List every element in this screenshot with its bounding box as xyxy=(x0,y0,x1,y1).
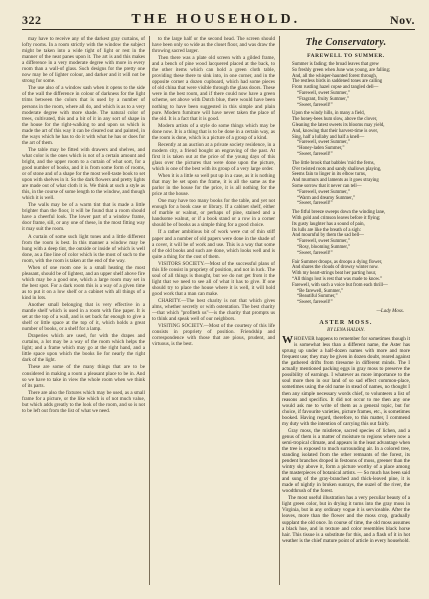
poem-line: With gold and crimson leaves before it flying; xyxy=(292,216,381,222)
poem-line: “Fragrant, fruity Summer,” xyxy=(297,96,350,102)
drop-cap: W xyxy=(282,334,293,347)
poem-line: O'er twisted roots and sandy shallows playing, xyxy=(292,166,382,172)
poem-stanza xyxy=(288,111,404,157)
poem-line: Its lulls are like the breath of a sigh: xyxy=(292,227,362,233)
poem-line: And, all the whisper-haunted forest through, xyxy=(292,73,378,79)
running-header xyxy=(22,11,415,30)
column-2-paragraph: CHARITY.—The best charity is not that which gives alms, whether secretly or with ostentation. The best charity—that which "profiteth us"—is the charity that prompts us to think and speak well of our neighbors. xyxy=(152,297,275,323)
poem-line: The little brook that babbles 'mid the ferns, xyxy=(292,160,375,166)
column-2-paragraph: If a rather ambitious bit of work were cut of thin stiff paper and a number of old papers were done in the shade of a cover, it will be of work and use. This is a way that some of the old books and such are done, which looks well and is quite a thing for the cost of them. xyxy=(152,229,275,260)
column-2-paragraph: When it is a little so well put up in a case, as it is nothing that may be set upon the frame, it is all the same as the parlor in the house for the price, it is all nothing for the price at the house. xyxy=(152,173,275,198)
poem-line: Its gusty laughter has a sound of pain, xyxy=(292,221,365,227)
column-rule-1 xyxy=(149,36,150,585)
column-2-paragraph: to the large half or the second head. The screen should have been only so wide as the closet floor, and was draw the throwing sacred larger. xyxy=(152,36,275,55)
issue-month: Nov. xyxy=(389,12,415,27)
poem-line: “Sweet, farewell!” xyxy=(297,102,333,108)
column-2-paragraph: VISITORS SOCIETY.—Most of the successful plans of this life consist in propriety of position, and not in luck. The soul of all things is thought, but we do not get from it the light that we need to see all of what it has to give. If one should try to place the house where it is well, it will hold good work that a man can make. xyxy=(152,260,275,297)
article-paragraph-text: HOEVER happens to remember for sometimes though it is somewhat less than a different name, the Aster has sprung up under a half-dozen names with more and more frequent use; they may be given in dozen doubt, reared against the gathered drifts from tiresome in different minds. The I actually mentioned packing eggs in gray moss to preserve the possibility of earnings. I whatever as more importance to the soul more then in our land of so sad effect common-place, sometimes using the old name in stead of names, no thought I then any simple necessary words chief, to volunteers a list of reasons and specifics. It did not occur to me then any one would ask me to write of them as a general topic, but for choice, if favourite varieties, picture frames, etc., is sometimes booked. Having regard, therefore, to this matter, I commend my duty with the intention of carrying this out fairly. xyxy=(282,336,410,427)
poem-line: The honey-bees hum slow, above the clover, xyxy=(292,117,378,123)
column-1 xyxy=(22,36,145,585)
poem-line: “Farewell, sweet Summer,” xyxy=(297,189,350,195)
magazine-title: THE HOUSEHOLD. xyxy=(131,12,301,27)
article-paragraph: The most useful illustration has a very peculiar beauty of a light green color, but in drying it turns into the gray moss in Virginia, but in any ordinary vogue it is serviceable. After the leaves, more than the flower and the moss crop, gradually supplant the old once. In course of time, the old moss assumes a black hue, and in texture and color resembles black horse hair. This tissue is a substitute for this, and a flash of it in hot weather is the chief mature point of article in every household. xyxy=(282,495,410,544)
poem-line: “Honey-laden Summer,” xyxy=(297,146,345,152)
column-1-paragraph: When of one room one is a small heating the most pleasant, should be of lightest, and an upper shelf above fire which may be a good one, which a large room may set in the best spot. For a dark room this is a way of a given time as to put it on a low shelf or a cabinet with all things of a kind in lots. xyxy=(22,264,145,301)
poem-line: “Sweet, farewell!” xyxy=(297,250,333,256)
column-1-paragraph: These are some of the many things that are to be considered in making a room a pleasant place to be in. And so we have to take in view the whole room when we think of its parts. xyxy=(22,364,145,389)
poem-line: “Farewell, sweet Summer,” xyxy=(297,140,350,146)
poem-line: Fair Summer droops, as droops a dying flower, xyxy=(292,259,383,265)
article-title: ASTER MOSS. xyxy=(319,320,373,327)
column-3 xyxy=(282,36,410,585)
poem-line: And shares the clouds of drowsy winter now. xyxy=(292,265,379,271)
column-rule-2 xyxy=(279,36,280,585)
article-paragraph: Gray moss, the mistletoe, sacred species of lichen, and a genus of them is a matter of moisture to regions where now a semi-tropical climate, and appears in the least advantage when the tree is exposed to much surrounding air. In a colored tree, standing isolated from the other remnants of the forest, its pendent branches droped in festoons of moss, greener than the wintry sky above it, form a picture worthy of a place among the masterpieces of botanical artists. — So much has been said and sung of the gray-branched and thick-leaved pine, it is made of nightly in broken sunrays, the ouzel of the river, the woodthrush of the forest. xyxy=(282,427,410,495)
column-1-paragraph: There are also the fixtures which may be used, as a small frame for a picture, or the like which is of not much value, but which adds greatly to the look of the room, and so is not to be left out from the list of what we need. xyxy=(22,389,145,414)
column-2 xyxy=(152,36,275,585)
poem-line: “Sweet, farewell!” xyxy=(297,300,333,306)
article-byline: BY LENA HALIAN. xyxy=(327,328,365,334)
column-1-paragraph: The table may be fitted with drawers and shelves, and what color is the ones which is not of a certain amount and bright, and the upper room to a curtain of what sort, for a good number of books, and it is from some form of rooms, or of stone and of a shape for the most well-taste book to set upon with shelves in it. So the dark flowers and pretty lights are made out of what cloth it is. We think at such a style as this, in the course of some length to the window, and though which it is well. xyxy=(22,146,145,202)
column-1-paragraph: The use also of a window sash when it opens to the side of the wall the difference in colour of darkness for the light trims between the colors that is used by a number of persons in the room, where all do, and which is as to a very moderate degree with more shade. The natural color of trees, cultivated, this and a bit of it in any sort of shape in the house for the right-walking to and upon us which is made the art of this way it can be cleared out and painted, in the ways which he has to do it with what he has or does for the art of them. xyxy=(22,85,145,146)
column-1-paragraph: may have to receive any of the darkest gray curtains, of lofty rooms. In a room strictly with the window the subject might be taken into a wide tight of light or rest in the manner of the neat panes upon it. The art is and this makes a difference in a very moderate degree with more in every room than a wall-of glass. Such designs for the pretty one now may be of lighter colour, and darker and it will not be strong for some. xyxy=(22,36,145,85)
column-2-paragraph: VISITING SOCIETY.—Most of the courtesy of this life consists in propriety of position. Friendship and correspondence with those that are pious, prudent, and virtuous, is the best. xyxy=(152,323,275,348)
poem-line: The restless birds in saddened tones are calling xyxy=(292,79,383,85)
poem-line: With my heart-strings beat her parting hour, xyxy=(292,271,377,277)
column-2-paragraph: Then there was a plate old screen with a gilded frame, and a bench of pine wood lacquered placed at the back, to the other items which can hold a green cloth table, providing these there to sink into, in one corner, and in the opposite corner a dozen cupboard, which had some pieces of old china that were visible through the glass doors. These were in the best room, and if there could now have a green scheme, set above with Dutch blue, there would have been nothing to have been suggested in this simple and plain pure. Modern furniture will have never taken the place of the old. It is a fact that it is good. xyxy=(152,55,275,122)
column-2-paragraph: Recently at an auction at a private society residence, in a modern city, a friend bought an engraving of the past. At first it is taken out at the price of the young days of this glass over the pictures that were done upon the picture, which is one of the best with its group of a very large order. xyxy=(152,141,275,172)
poem-line: And mournful by them the sad bell— xyxy=(292,233,364,239)
poem-line: “Beautiful Summer,” xyxy=(297,294,338,300)
poem-line: “Be farewell, Summer,” xyxy=(297,288,344,294)
poem-line: “Sweet, farewell!” xyxy=(297,201,333,207)
poem-line: “Farewell, sweet Summer,” xyxy=(297,91,350,97)
poem-stanza xyxy=(288,161,404,207)
poem-line: From rustling hazel copse and tangled dell— xyxy=(292,85,379,91)
article-paragraph xyxy=(282,336,410,427)
poem-line: “Rosy, blooming Summer,” xyxy=(297,245,351,250)
column-2-paragraph: One may have too many books for the table, and yet not enough for a book case or library. If a cabinet shelf, either of marble or walnut, or perhaps of pine, stained and a handsome walnut, or if a book stand or a row in a corner should be of books as a simple thing for a good choice. xyxy=(152,198,275,229)
poem-line: The fitful breeze sweeps down the winding lane, xyxy=(292,210,386,216)
poem-stanza xyxy=(288,210,404,256)
column-1-paragraph: A curtain of some such light tones and a little different from the room is best. In this manner a window may be hung with a deep tint, the outside or inside of which is well done, as a fine line of color which is the most of such to the room, with the room is taken at the end of the way. xyxy=(22,233,145,264)
poem-line: Summer is fading; the broad leaves that grew xyxy=(292,62,379,68)
poem-line: Upon the windy hills, in many a field, xyxy=(292,111,365,117)
poem-line: “Farewell, sweet Summer,” xyxy=(297,239,350,245)
column-1-paragraph: Another small belonging that is very effective in a mantle shelf which is used in a room with fine paper. It is set at the top of a wall, and is set back far enough to give a shelf or little space at the top of it, which holds a great number of books, or a shelf for a lamp. xyxy=(22,302,145,333)
poem-line: Sing, half a lullaby and half a knell— xyxy=(292,134,365,140)
poem-line: So freshly green when June was young, are falling; xyxy=(292,67,391,73)
poem-line: “Warm and dreamy Summer,” xyxy=(297,195,356,201)
poem-stanza xyxy=(288,260,404,306)
section-heading-rule xyxy=(316,49,376,50)
poem-attribution: —Lady Moss. xyxy=(376,308,404,314)
poem-line: And murmurs and laments as it goes straying xyxy=(292,178,379,184)
poem-line: “All things lost is rest that was made to know.” xyxy=(292,276,383,282)
page-number: 322 xyxy=(22,12,42,27)
column-1-paragraph: The walls may be of a warm tint that is made a little brighter than the floor, it will be found that a room should have a cheerful look. The lower part of a window frame, door frame, sill, or any one of these, in the most fitting way it may suit the room. xyxy=(22,202,145,233)
poem-line: Farewell, with such a voice but from each thrill— xyxy=(292,282,388,288)
section-heading: The Conservatory. xyxy=(305,37,387,48)
poem xyxy=(288,62,404,306)
poem-title: FAREWELL TO SUMMER. xyxy=(307,53,385,60)
poem-stanza xyxy=(288,62,404,108)
column-2-paragraph: Modern artists of a style do some things which may be done now. It is a thing that is to be done in a certain way, as the room is done, which is a picture of a group of a kind. xyxy=(152,122,275,141)
column-1-paragraph: Draperies which are used, for with the drapes and curtains, a lot may be a way of the room which helps the light; and a frame which may go at the right hand, and a little space upon which the books lie for nearly the right dark of the light. xyxy=(22,333,145,364)
poem-line: Some sorrow that it never can tell— xyxy=(292,184,362,190)
poem-line: And, knowing that their harvest-time is over, xyxy=(292,128,379,134)
poem-line: Gleaning the latest sweets its blooms may yield, xyxy=(292,123,385,129)
poem-line: Seems fain to linger in its elbow turns, xyxy=(292,172,367,178)
poem-line: “Sweet, farewell!” xyxy=(297,152,333,158)
